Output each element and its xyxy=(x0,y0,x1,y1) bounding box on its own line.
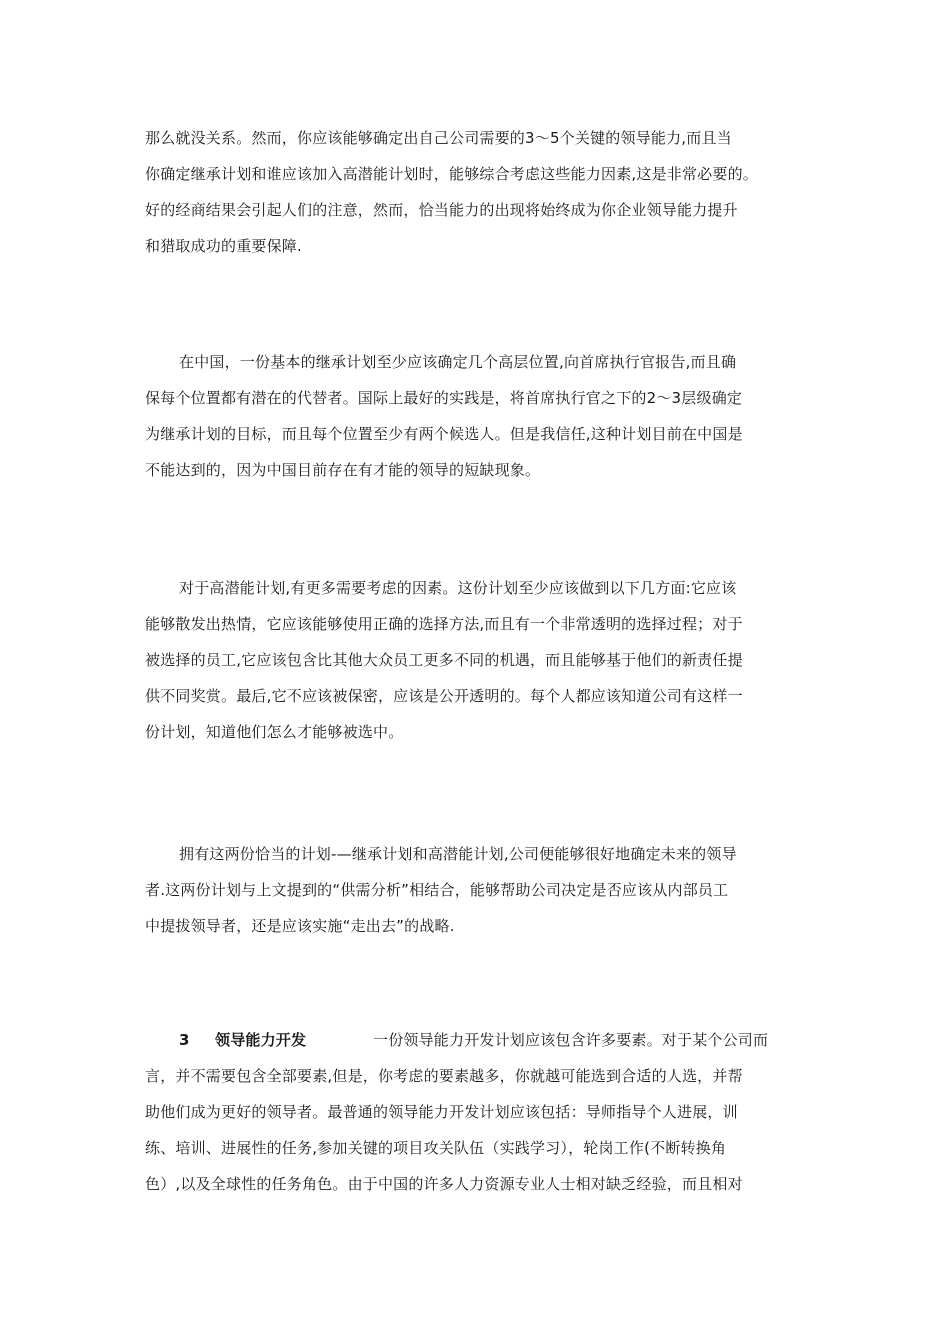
text-line: 供不同奖赏。最后,它不应该被保密，应该是公开透明的。每个人都应该知道公司有这样一 xyxy=(145,687,743,705)
text-line: 色）,以及全球性的任务角色。由于中国的许多人力资源专业人士相对缺乏经验，而且相对 xyxy=(145,1175,743,1193)
paragraph-3 xyxy=(145,570,825,750)
text-line: 能够散发出热情，它应该能够使用正确的选择方法,而且有一个非常透明的选择过程；对于 xyxy=(145,615,743,633)
text-line: 那么就没关系。然而，你应该能够确定出自己公司需要的3～5个关键的领导能力,而且当 xyxy=(145,129,732,147)
section-leadership-development xyxy=(145,1022,825,1202)
text-line: 中提拔领导者，还是应该实施“走出去”的战略. xyxy=(145,917,455,935)
text-line: 被选择的员工,它应该包含比其他大众员工更多不同的机遇，而且能够基于他们的新责任提 xyxy=(145,651,743,669)
text-line: 练、培训、进展性的任务,参加关键的项目攻关队伍（实践学习），轮岗工作(不断转换角 xyxy=(145,1139,727,1157)
text-line: 者.这两份计划与上文提到的“供需分析”相结合，能够帮助公司决定是否应该从内部员工 xyxy=(145,881,729,899)
text-line: 助他们成为更好的领导者。最普通的领导能力开发计划应该包括：导师指导个人进展，训 xyxy=(145,1103,738,1121)
section-title: 领导能力开发 xyxy=(215,1031,307,1049)
section-first-line-text: 一份领导能力开发计划应该包含许多要素。对于某个公司而 xyxy=(373,1031,769,1049)
text-line: 不能达到的，因为中国目前存在有才能的领导的短缺现象。 xyxy=(145,461,541,479)
text-line: 为继承计划的目标，而且每个位置至少有两个候选人。但是我信任,这种计划目前在中国是 xyxy=(145,425,743,443)
text-line: 拥有这两份恰当的计划-—继承计划和高潜能计划,公司便能够很好地确定未来的领导 xyxy=(179,845,737,863)
text-line: 好的经商结果会引起人们的注意，然而，恰当能力的出现将始终成为你企业领导能力提升 xyxy=(145,201,738,219)
text-line: 和猎取成功的重要保障. xyxy=(145,237,302,255)
text-line: 保每个位置都有潜在的代替者。国际上最好的实践是，将首席执行官之下的2～3层级确定 xyxy=(145,389,743,407)
text-line: 份计划，知道他们怎么才能够被选中。 xyxy=(145,723,404,741)
text-line: 言，并不需要包含全部要素,但是，你考虑的要素越多，你就越可能选到合适的人选，并帮 xyxy=(145,1067,743,1085)
section-number: 3 xyxy=(179,1031,190,1049)
paragraph-2 xyxy=(145,344,825,488)
text-line: 在中国，一份基本的继承计划至少应该确定几个高层位置,向首席执行官报告,而且确 xyxy=(179,353,737,371)
text-line: 你确定继承计划和谁应该加入高潜能计划时，能够综合考虑这些能力因素,这是非常必要的。 xyxy=(145,165,758,183)
section-heading-line xyxy=(145,1022,825,1058)
text-line: 对于高潜能计划,有更多需要考虑的因素。这份计划至少应该做到以下几方面:它应该 xyxy=(179,579,737,597)
paragraph-1 xyxy=(145,120,825,264)
paragraph-4 xyxy=(145,836,825,944)
